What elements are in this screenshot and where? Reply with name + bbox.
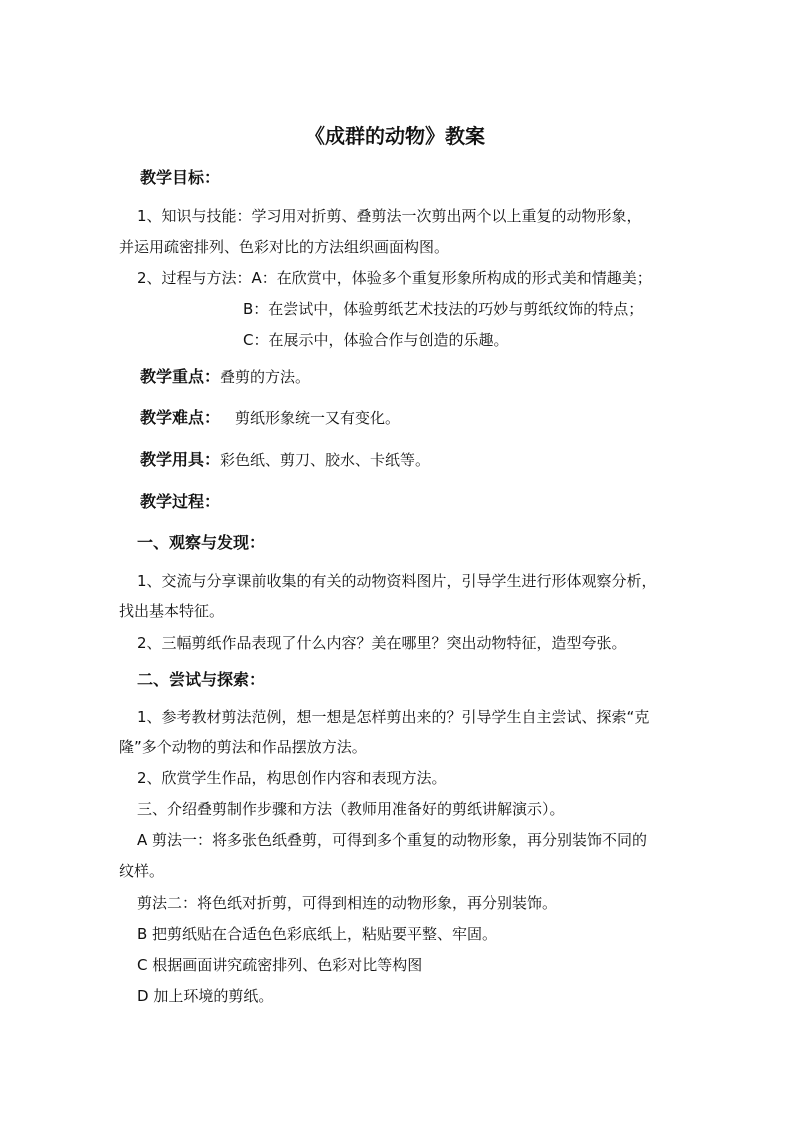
objectives-heading: 教学目标： [140,168,221,187]
process-heading: 教学过程： [140,492,221,511]
difficulty-text: 剪纸形象统一又有变化。 [235,409,401,427]
section-2-item-1-line-1: 1、参考教材剪法范例，想一想是怎样剪出来的？引导学生自主尝试、探索“克 [137,708,650,726]
tools-text: 彩色纸、剪刀、胶水、卡纸等。 [220,451,431,469]
objective-1-line-1: 1、知识与技能：学习用对折剪、叠剪法一次剪出两个以上重复的动物形象， [137,207,642,225]
step-a-line-2: 纹样。 [119,862,165,880]
step-b: B 把剪纸贴在合适色色彩底纸上，粘贴要平整、牢固。 [137,925,498,943]
key-point-row [140,367,310,387]
step-c: C 根据画面讲究疏密排列、色彩对比等构图 [137,956,423,974]
objective-2-c: C：在展示中，体验合作与创造的乐趣。 [243,331,509,349]
step-a-line-1: A 剪法一：将多张色纸叠剪，可得到多个重复的动物形象，再分别装饰不同的 [137,831,648,849]
section-3-intro: 三、介绍叠剪制作步骤和方法（教师用准备好的剪纸讲解演示）。 [137,800,565,818]
tools-row [140,450,430,470]
step-d: D 加上环境的剪纸。 [137,987,274,1005]
tools-label: 教学用具： [140,450,221,469]
section-1-item-2: 2、三幅剪纸作品表现了什么内容？美在哪里？突出动物特征，造型夸张。 [137,634,627,652]
objective-1-line-2: 并运用疏密排列、色彩对比的方法组织画面构图。 [119,238,450,256]
difficulty-row [140,408,400,428]
section-1-heading: 一、观察与发现： [137,533,266,552]
objective-2-a: 2、过程与方法：A：在欣赏中，体验多个重复形象所构成的形式美和情趣美； [137,269,652,287]
objective-2-b: B：在尝试中，体验剪纸艺术技法的巧妙与剪纸纹饰的特点； [243,300,644,318]
section-1-item-1-line-1: 1、交流与分享课前收集的有关的动物资料图片，引导学生进行形体观察分析， [137,572,657,590]
difficulty-label: 教学难点： [140,408,221,427]
section-2-item-1-line-2: 隆”多个动物的剪法和作品摆放方法。 [119,738,367,756]
page-title: 《成群的动物》教案 [305,124,485,148]
section-2-heading: 二、尝试与探索： [137,670,266,689]
key-point-text: 叠剪的方法。 [220,368,311,386]
method-two: 剪法二：将色纸对折剪，可得到相连的动物形象，再分别装饰。 [137,894,558,912]
section-1-item-1-line-2: 找出基本特征。 [119,602,225,620]
key-point-label: 教学重点： [140,367,221,386]
section-2-item-2: 2、欣赏学生作品，构思创作内容和表现方法。 [137,769,447,787]
